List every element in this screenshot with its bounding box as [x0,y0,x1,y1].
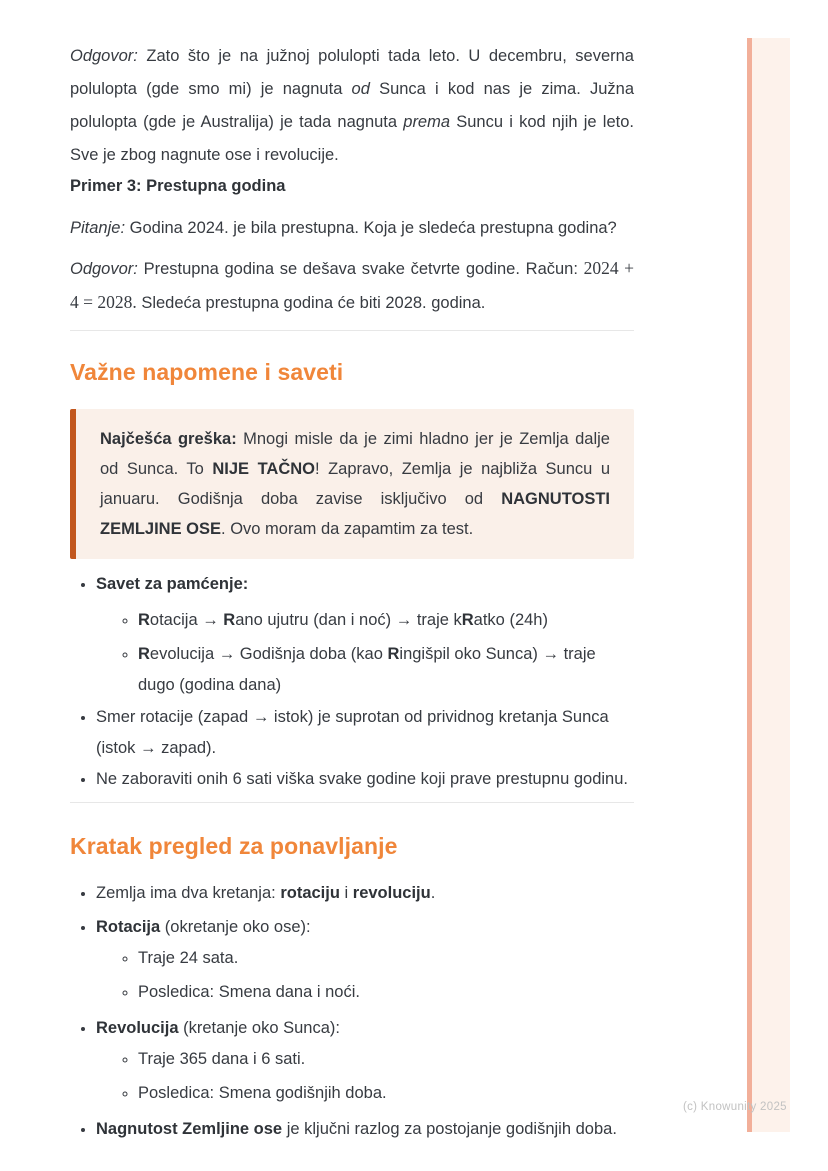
heading-primer3: Primer 3: Prestupna godina [70,177,286,195]
paragraph-answer-seasons: Odgovor: Zato što je na južnoj polulopti tada leto. U decembru, severna polulopta (gde smo mi) je nagnuta od Sunca i kod nas je zima. Južna polulopta (gde je Australija) je tada nagnuta prema Suncu i kod njih je leto. Sve je zbog nagnute ose i revolucije. [70,47,634,164]
list-item-text: Posledica: Smena godišnjih doba. [138,1084,387,1102]
list-item-text: Ne zaboraviti onih 6 sati viška svake godine koji prave prestupnu godinu. [96,770,628,788]
paragraph-answer-leap: Odgovor: Prestupna godina se dešava svake četvrte godine. Račun: 2024 + 4 = 2028. Sledeća prestupna godina će biti 2028. godina. [70,258,635,312]
list-item-text: Smer rotacije (zapad → istok) je suprotan od prividnog kretanja Sunca (istok → zapad). [96,708,609,757]
list-item-leap-note [96,764,634,795]
list-item-two-motions [96,878,634,909]
document-content [70,0,634,1145]
section-divider [70,330,634,331]
warning-callout: Najčešća greška: Mnogi misle da je zimi hladno jer je Zemlja dalje od Sunca. To NIJE TAČNO! Zapravo, Zemlja je najbliža Suncu u januaru. Godišnja doba zavise isključivo od NAGNUTOSTI ZEMLJINE OSE. Ovo moram da zapamtim za test. [70,409,634,559]
list-item-text: Rotacija (okretanje oko ose): [96,918,311,936]
list-item-text: Posledica: Smena dana i noći. [138,983,360,1001]
list-item-revolution-duration [138,1044,634,1075]
revolution-sublist [96,1044,634,1109]
list-item-text: Revolucija → Godišnja doba (kao Ringišpil oko Sunca) → traje dugo (godina dana) [138,645,596,694]
section-divider [70,802,634,803]
tips-sublist [96,605,634,701]
copyright-watermark: (c) Knowunity 2025 [683,1101,787,1113]
list-item-tip-rotation [138,605,634,636]
list-item-revolution-consequence [138,1078,634,1109]
rotation-sublist [96,943,634,1008]
notes-list [70,569,634,795]
list-item-tip-header [96,569,634,701]
review-list [70,878,634,1145]
list-item-rotation-consequence [138,977,634,1008]
list-item-revolution-header [96,1013,634,1109]
decorative-stripe-panel [752,38,790,1132]
list-item-direction-note [96,702,634,764]
paragraph-question-leap: Pitanje: Godina 2024. je bila prestupna. Koja je sledeća prestupna godina? [70,219,617,237]
list-item-rotation-duration [138,943,634,974]
list-item-tip-revolution [138,639,634,701]
list-item-text: Revolucija (kretanje oko Sunca): [96,1019,340,1037]
section-heading-notes: Važne napomene i saveti [70,359,344,385]
section-heading-review: Kratak pregled za ponavljanje [70,833,398,859]
list-item-text: Rotacija → Rano ujutru (dan i noć) → traje kRatko (24h) [138,611,548,629]
list-item-text: Zemlja ima dva kretanja: rotaciju i revoluciju. [96,884,436,902]
list-item-text: Traje 24 sata. [138,949,239,967]
list-item-text: Nagnutost Zemljine ose je ključni razlog za postojanje godišnjih doba. [96,1120,617,1138]
list-item-tilt-note [96,1114,634,1145]
list-item-text: Savet za pamćenje: [96,575,249,593]
list-item-rotation-header [96,912,634,1008]
list-item-text: Traje 365 dana i 6 sati. [138,1050,306,1068]
